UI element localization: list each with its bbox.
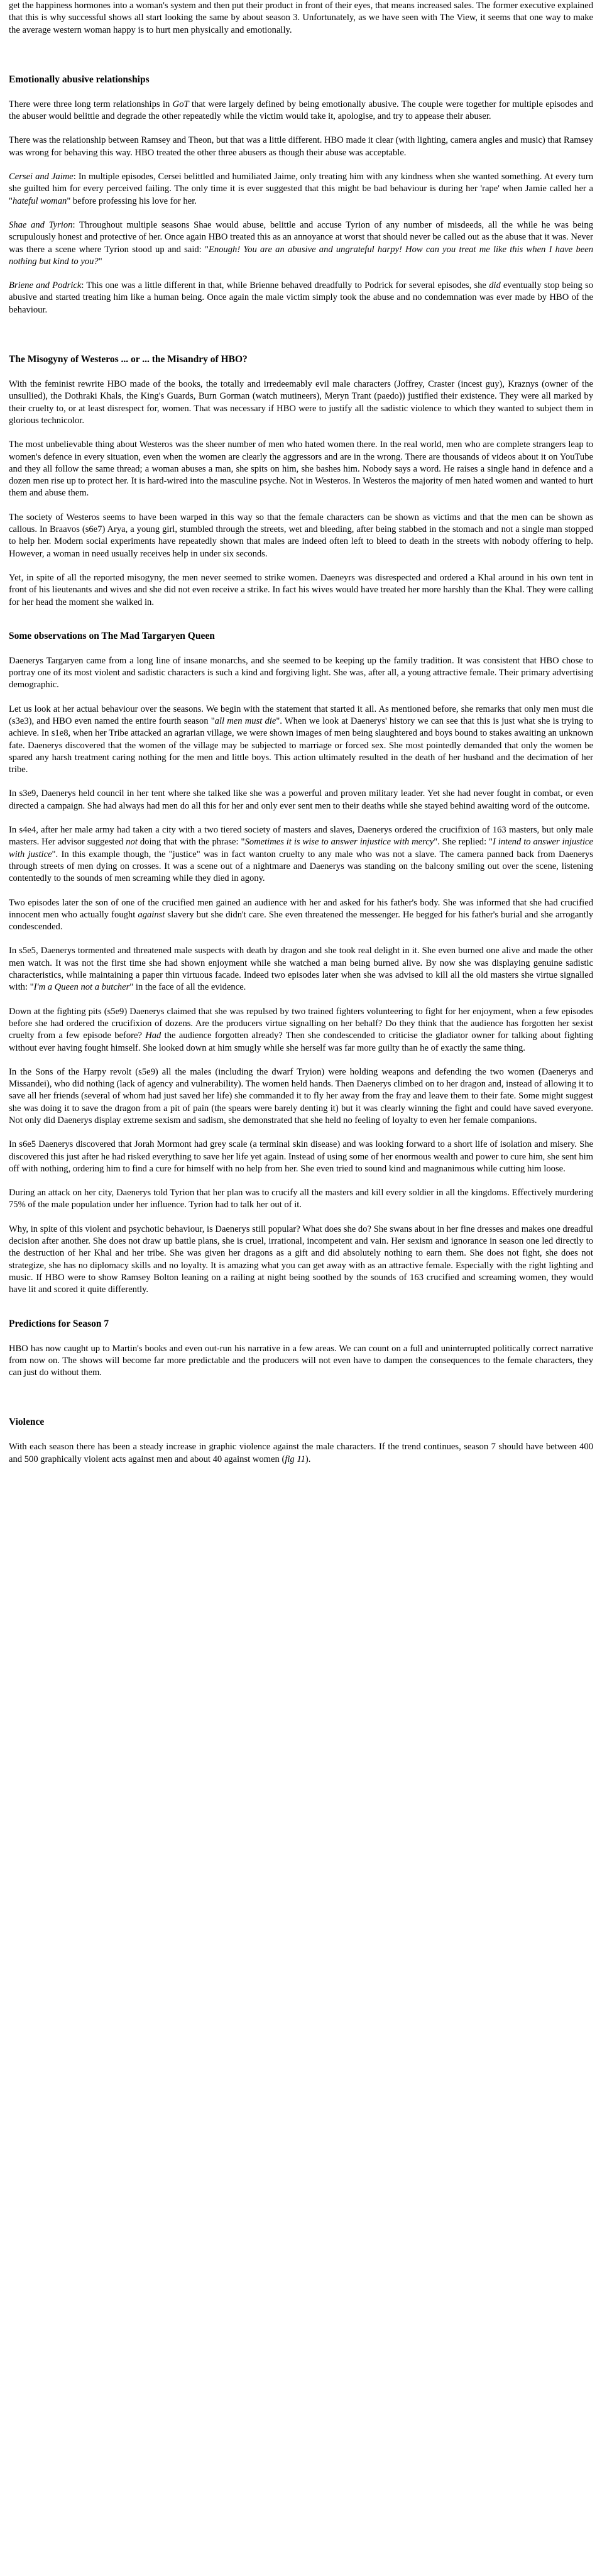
text: " before professing his love for her. (67, 196, 197, 206)
paragraph: During an attack on her city, Daenerys told Tyrion that her plan was to crucify all the masters and kill every soldier in all the kingdoms. Effectively murdering 75% of the male population under her influence. Tyrion had to talk her out of it. (9, 1188, 593, 1210)
text: : Throughout multiple seasons Shae would abuse, belittle and accuse Tyrion of any number of misdeeds, all the while he was being scrupulously honest and protective of her. Once again HBO treated this as an annoyance at worst that should never be called out as the abuse that it was. Never was there a scene where Tyrion stood up and said: " (9, 219, 593, 255)
text: ". In this example though, the "justice" was in fact wanton cruelty to any male who was not a slave. The camera panned back from Daenerys through streets of men dying on crosses. It was a scene out of a nightmare and Daenerys was standing on the balcony smiling out over the scene, listening contentedly to the sounds of men screaming while they died in agony. (9, 849, 593, 884)
paragraph: There was the relationship between Ramsey and Theon, but that was a little different. HBO made it clear (with lighting, camera angles and music) that Ramsey was wrong for behaving this way. HBO treated the other three abusers as though their abuse was acceptable. (9, 135, 593, 158)
paragraph (9, 1006, 593, 1054)
paragraph: With the feminist rewrite HBO made of the books, the totally and irredeemably evil male characters (Joffrey, Craster (incest guy), Kraznys (owner of the unsullied), the Dothraki Khals, the King's Guards, Burn Gorman (watch mutineers), Meryn Trant (paedo)) justified their existence. They were all marked by their cruelty to, or at least disrespect for, women. That was necessary if HBO were to justify all the sadistic violence to which they wanted to subject them in glorious technicolor. (9, 379, 593, 426)
italic-text: hateful woman (12, 196, 67, 206)
section-heading-misogyny: The Misogyny of Westeros ... or ... the Misandry of HBO? (9, 354, 248, 365)
italic-text: I'm a Queen not a butcher (33, 982, 130, 993)
paragraph (9, 99, 593, 123)
italic-lead: Briene and Podrick (9, 280, 82, 291)
text: eventually stop being so abusive and started treating him like a human being. Once again the male victim simply took the abuse and no condemnation was ever made by HBO of the behaviour. (9, 280, 593, 315)
text: ). (305, 1454, 311, 1464)
section-heading-violence: Violence (9, 1417, 45, 1428)
text: : In multiple episodes, Cersei belittled and humiliated Jaime, only treating him with any kindness when she wanted something. At every turn she guilted him for every perceived failing. The only time it is ever suggested that this might be bad behaviour is during her 'rape' when Jamie called her a " (9, 172, 593, 206)
paragraph (9, 945, 593, 993)
paragraph: Daenerys Targaryen came from a long line of insane monarchs, and she seemed to be keeping up the family tradition. It was consistent that HBO chose to portray one of its most violent and sadistic characters is such a kind and forgiving light. She was, after all, a young attractive female. Their primary advertising demographic. (9, 655, 593, 690)
paragraph (9, 1441, 593, 1466)
paragraph (9, 704, 593, 777)
paragraph (9, 171, 593, 207)
italic-text: I intend to answer injustice with justice (9, 837, 593, 860)
paragraph: Yet, in spite of all the reported misogyny, the men never seemed to strike women. Daeneyrs was disrespected and ordered a Khal around in his own tent in front of his lieutenants and wives and she did not even receive a strike. In fact his wives would have treated her more harshly than the Khal. They were calling for her head the moment she walked in. (9, 572, 593, 607)
intro-paragraph: get the happiness hormones into a woman's system and then put their product in front of their eyes, that means increased sales. The former executive explained that this is why successful shows all start looking the same by about season 3. Unfortunately, as we have seen with The View, it seems that one way to make the average western woman happy is to hurt men physically and emotionally. (9, 1, 593, 35)
paragraph: In s6e5 Daenerys discovered that Jorah Mormont had grey scale (a terminal skin disease) and was looking forward to a short life of isolation and misery. She discovered this just after he had risked everything to save her life yet again. Instead of using some of her enormous wealth and power to cure him, she sent him off with nothing, ordering him to find a cure for himself with no help from her. She even tried to sound kind and magnanimous while cutting him loose. (9, 1139, 593, 1174)
paragraph: In s3e9, Daenerys held council in her tent where she talked like she was a powerful and proven military leader. Yet she had never fought in combat, or even directed a campaign. She had always had men do all this for her and only ever sent men to their deaths while she stayed behind awaiting word of the outcome. (9, 788, 593, 811)
text: There were three long term relationships in (9, 99, 173, 109)
text: " in the face of all the evidence. (129, 982, 246, 993)
paragraph (9, 219, 593, 268)
italic-text: all men must die (214, 716, 276, 726)
paragraph (9, 824, 593, 885)
italic-text: did (489, 280, 501, 291)
text: ". She replied: " (434, 837, 493, 848)
italic-text: Enough! You are an abusive and ungrateful harpy! How can you treat me like this when I have been nothing but kind to you? (9, 244, 593, 267)
paragraph: The most unbelievable thing about Westeros was the sheer number of men who hated women there. In the real world, men who are complete strangers leap to women's defence in every situation, even when the women are clearly the aggressors and are in the wrong. There are thousands of videos about it on YouTube and they all follow the same thread; a woman abuses a man, she spits on him, she bashes him. Nobody says a word. He raises a single hand in defence and a dozen men rise up to protect her. It is hard-wired into the masculine psyche. Not in Westeros. In Westeros the majority of men hated women and wanted to hurt them and abuse them. (9, 439, 593, 499)
text: doing that with the phrase: " (137, 837, 245, 848)
text: ". When we look at Daenerys' history we can see that this is just what she is trying to achieve. In s1e8, when her Tribe attacked an agrarian village, we were shown images of men being slaughtered and boys bound to stakes awaiting an unknown fate. Daenerys discovered that the women of the village may be subjected to marriage or forced sex. She most pointedly demanded that only the women be spared any harsh treatment caring nothing for the men and little boys. This action ultimately resulted in the death of her husband and the decimation of her tribe. (9, 716, 593, 775)
text: Let us look at her actual behaviour over the seasons. We begin with the statement that started it all. As mentioned before, she remarks that only men must die (s3e3), and HBO even named the entire fourth season " (9, 704, 593, 726)
paragraph: Why, in spite of this violent and psychotic behaviour, is Daenerys still popular? What does she do? She swans about in her fine dresses and makes one dreadful decision after another. She does not draw up battle plans, she is cruel, irrational, incompetent and vain. Her sexism and ignorance in season one led directly to the destruction of her Khal and her tribe. She was given her dragons as a gift and did absolutely nothing to earn them. She does not fight, she does not strategize, she has no diplomacy skills and no loyalty. It is amazing what you can get away with as an attractive female. Especially with the right lighting and music. If HBO were to show Ramsey Bolton leaning on a railing at night being soothed by the sounds of 163 crucified and screaming women, they would have lit and scored it quite differently. (9, 1224, 593, 1295)
italic-text: GoT (172, 99, 189, 109)
italic-text: against (138, 909, 165, 920)
text: slavery but she didn't care. She even threatened the messenger. He begged for his father's burial and she arrogantly condescended. (9, 909, 594, 932)
paragraph (9, 897, 593, 934)
italic-lead: Shae and Tyrion (9, 219, 73, 230)
text: In s4e4, after her male army had taken a city with a two tiered society of masters and slaves, Daenerys ordered the crucifixion of 163 masters, but only male masters. Her advisor suggested (9, 825, 593, 848)
text: that were largely defined by being emotionally abusive. The couple were together for multiple episodes and the abuser would belittle and degrade the other repeatedly while the victim would take it, apologise, and try to appease their abuser. (9, 99, 593, 122)
text: With each season there has been a steady increase in graphic violence against the male characters. If the trend continues, season 7 should have between 400 and 500 graphically violent acts against men and about 40 against women ( (9, 1442, 593, 1464)
italic-text: Had (145, 1031, 161, 1041)
text: Down at the fighting pits (s5e9) Daenerys claimed that she was repulsed by two trained fighters volunteering to fight for her enjoyment, when a few episodes before she had ordered the crucifixion of dozens. Are the producers virtue signalling on her behalf? Do they think that the audience has forgotten her sexist cruelty from a few episode before? (9, 1006, 593, 1041)
text: In s5e5, Daenerys tormented and threatened male suspects with death by dragon and she took real delight in it. She even burned one alive and made the other men watch. It was not the first time she had shown enjoyment while she watched a man being burned alive. By now she was displaying genuine sadistic characteristics, while maintaining a paper thin virtuous facade. Indeed two episodes later when she was advised to kill all the old masters she virtue signalled with: " (9, 946, 593, 993)
text: the audience forgotten already? Then she condescended to criticise the gladiator owner for talking about fighting without ever having fought himself. She looked down at him smugly while she herself was far more guilty than he of exactly the same thing. (9, 1031, 593, 1053)
italic-text: fig 11 (285, 1454, 305, 1464)
paragraph: HBO has now caught up to Martin's books and even out-run his narrative in a few areas. We can count on a full and uninterrupted politically correct narrative from now on. The shows will become far more predictable and the producers will not even have to dampen the consequences to the female characters, they can just do without them. (9, 1343, 593, 1378)
italic-lead: Cersei and Jaime (9, 172, 74, 182)
section-heading-predictions: Predictions for Season 7 (9, 1318, 109, 1329)
paragraph (9, 280, 593, 316)
italic-text: not (126, 837, 138, 848)
italic-text: Sometimes it is wise to answer injustice with mercy (244, 837, 434, 848)
section-heading-mad-queen: Some observations on The Mad Targaryen Queen (9, 630, 215, 641)
spacer (9, 48, 593, 52)
section-heading-abusive-relationships: Emotionally abusive relationships (9, 74, 150, 85)
spacer (9, 1391, 593, 1395)
paragraph: The society of Westeros seems to have been warped in this way so that the female characters can be shown as victims and that the men can be shown as callous. In Braavos (s6e7) Arya, a young girl, stumbled through the streets, wet and bleeding, after being stabbed in the stomach and not a single man stopped to help her. Modern social experiments have repeatedly shown that males are indeed often left to bleed to death in the streets with nobody offering to help. However, a woman in need usually receives help in under six seconds. (9, 512, 593, 559)
paragraph: In the Sons of the Harpy revolt (s5e9) all the males (including the dwarf Tryion) were holding weapons and defending the two women (Daenerys and Missandei), who did nothing (lack of agency and vulnerability). The women held hands. Then Daenerys climbed on to her dragon and, instead of allowing it to save all her friends (several of whom had just saved her life) she commanded it to fly her away from the fray and leave them to their fate. Some might suggest she was doing it to save the dragon from a pit of pain (the spears were barely denting it) but it was clearly winning the fight and could have saved everyone. Not only did Daenerys display extreme sexism and sadism, she demonstrated that she held no feeling of loyalty to even her female companions. (9, 1066, 593, 1125)
spacer (9, 328, 593, 332)
text: : This one was a little different in that, while Brienne behaved dreadfully to Podrick for several episodes, she (81, 280, 489, 291)
text: " (98, 256, 102, 267)
text: Two episodes later the son of one of the crucified men gained an audience with her and asked for his father's body. She was informed that she had crucified innocent men who actually fought (9, 897, 593, 920)
